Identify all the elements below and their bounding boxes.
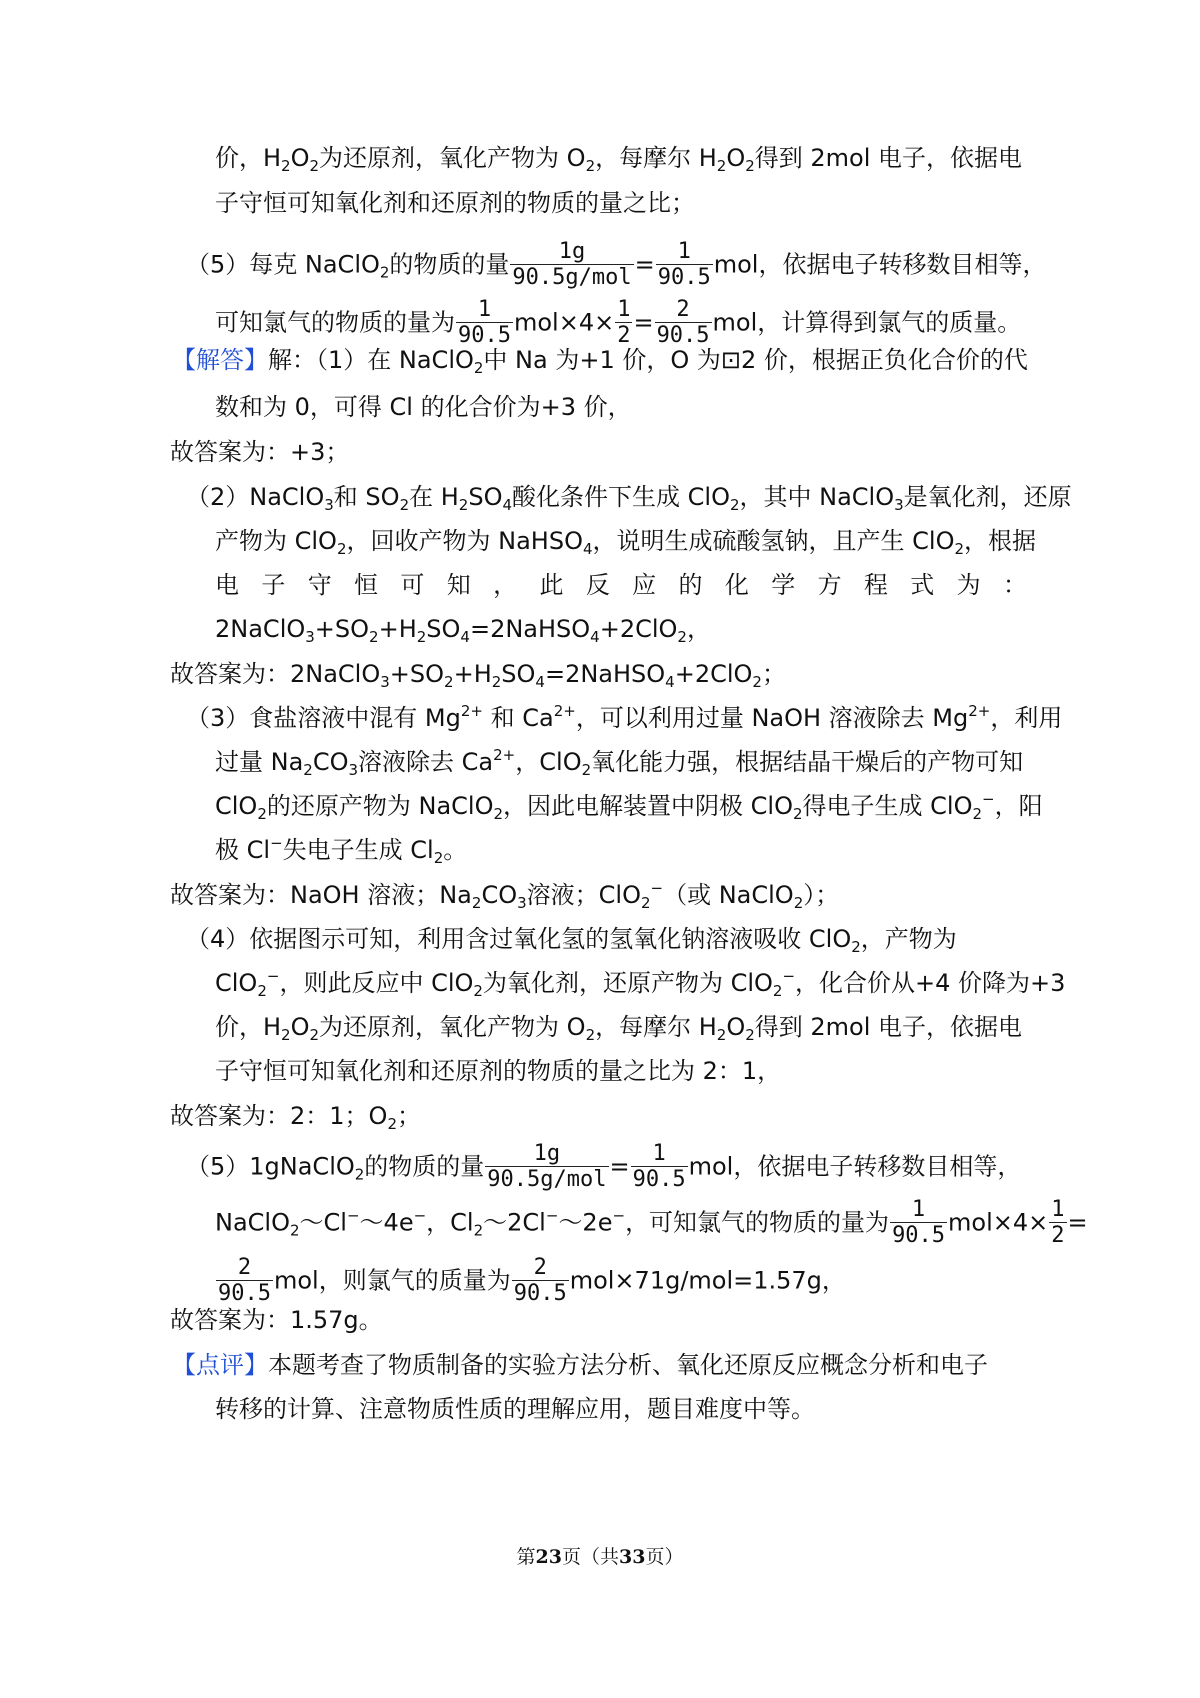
total-page-number: 33 — [619, 1546, 646, 1568]
analysis-line-3: （5）每克 NaClO$_2$的物质的量 $\frac{1g}{\text{90.5g/mol}}$ = $\frac{1}{90.5}$ mol，依据电子转移数目相等， — [186, 239, 1047, 290]
fraction: $\frac{1}{90.5}$ — [632, 1141, 686, 1192]
q3-line-3: ClO$_2$的还原产物为 NaClO$_2$，因此电解装置中阴极 ClO$_2$得电子生成 ClO$_2$−，阳 — [215, 790, 1043, 823]
comment-line-2: 转移的计算、注意物质性质的理解应用，题目难度中等。 — [215, 1395, 815, 1423]
fraction: $\frac{1}{90.5}$ — [657, 239, 711, 290]
answer-line-2: 数和为 0，可得 Cl 的化合价为+3 价， — [215, 393, 632, 421]
q2-line-1: （2）NaClO$_3$和 $SO_2$在 $H_2SO_4$酸化条件下生成 ClO$_2$，其中 NaClO$_3$是氧化剂，还原 — [186, 483, 1072, 514]
q5-line-2: NaClO$_2$～Cl−～4e−，$Cl_2\sim 2Cl^-\sim 2e^-$，可知氯气的物质的量为 $\frac{1}{90.5}$ mol×4× $\frac{1}{2}$ = — [215, 1197, 1088, 1248]
fraction: $\frac{2}{90.5}$ — [513, 1255, 567, 1306]
answer-tag: 【解答】 — [172, 346, 268, 374]
comment-tag: 【点评】 — [172, 1351, 268, 1379]
answer-line-1: 【解答】解：（1）在 NaClO$_2$中 Na 为+1 价，O 为⊡2 价，根据正负化合价的代 — [172, 346, 1028, 377]
answer-1: 故答案为：+3； — [170, 438, 350, 466]
answer-4: 故答案为：2：1；$O_2$； — [170, 1102, 421, 1133]
fraction: $\frac{1}{2}$ — [1051, 1197, 1065, 1248]
analysis-line-4: 可知氯气的物质的量为 $\frac{1}{90.5}$ mol×4× $\frac{1}{2}$ = $\frac{2}{90.5}$ mol，计算得到氯气的质量。 — [215, 297, 1022, 348]
q4-line-1: （4）依据图示可知，利用含过氧化氢的氢氧化钠溶液吸收 ClO$_2$，产物为 — [186, 925, 957, 956]
current-page-number: 23 — [535, 1546, 562, 1568]
q4-line-4: 子守恒可知氧化剂和还原剂的物质的量之比为 2：1， — [215, 1057, 782, 1085]
q2-line-4: $2NaClO_3+SO_2+H_2SO_4=2NaHSO_4+2ClO_2$， — [215, 615, 711, 646]
q4-line-2: ClO$_2$−，则此反应中 ClO$_2$为氧化剂，还原产物为 ClO$_2$−，化合价从+4 价降为+3 — [215, 967, 1066, 1000]
fraction: $\frac{2}{90.5}$ — [218, 1255, 271, 1306]
fraction: $\frac{1}{2}$ — [617, 297, 631, 348]
q3-line-4: 极 Cl−失电子生成 $Cl_2$。 — [215, 834, 468, 867]
q5-line-3: $\frac{2}{90.5}$ mol，则氯气的质量为 $\frac{2}{90.5}$ mol×71g/mol=1.57g， — [218, 1255, 846, 1306]
q2-line-2: 产物为 ClO$_2$，回收产物为 NaHSO$_4$，说明生成硫酸氢钠，且产生 ClO$_2$，根据 — [215, 527, 1037, 558]
q4-line-3: 价，$H_2O_2$为还原剂，氧化产物为 $O_2$，每摩尔 $H_2O_2$得到 2mol 电子，依据电 — [215, 1013, 1023, 1044]
fraction: $\frac{1g}{\text{90.5g/mol}}$ — [487, 1141, 607, 1192]
fraction: $\frac{1}{90.5}$ — [892, 1197, 946, 1248]
fraction: $\frac{1g}{\text{90.5g/mol}}$ — [512, 239, 632, 290]
fraction: $\frac{2}{90.5}$ — [656, 297, 710, 348]
q2-line-3: 电 子 守 恒 可 知 ， 此 反 应 的 化 学 方 程 式 为 ： — [215, 571, 1027, 599]
fraction: $\frac{1}{90.5}$ — [458, 297, 511, 348]
answer-3: 故答案为：NaOH 溶液；$Na_2CO_3$溶液；ClO$_2$−（或 NaClO$_2$）； — [170, 879, 840, 912]
page-footer: 第23页（共33页） — [516, 1546, 684, 1568]
answer-5: 故答案为：1.57g。 — [170, 1306, 383, 1334]
analysis-line-1: 价，$H_2O_2$为还原剂，氧化产物为 $O_2$，每摩尔 $H_2O_2$得到 2mol 电子，依据电 — [215, 144, 1023, 175]
q3-line-2: 过量 $Na_2CO_3$溶液除去 $Ca^{2+}$，ClO$_2$氧化能力强，根据结晶干燥后的产物可知 — [215, 746, 1024, 779]
analysis-line-2: 子守恒可知氧化剂和还原剂的物质的量之比； — [215, 189, 695, 217]
q3-line-1: （3）食盐溶液中混有 $Mg^{2+}$ 和 $Ca^{2+}$，可以利用过量 NaOH 溶液除去 $Mg^{2+}$，利用 — [186, 702, 1063, 732]
q5-line-1: （5）1gNaClO$_2$的物质的量 $\frac{1g}{\text{90.5g/mol}}$ = $\frac{1}{90.5}$ mol，依据电子转移数目相等， — [186, 1141, 1022, 1192]
answer-2: 故答案为：$2NaClO_3+SO_2+H_2SO_4=2NaHSO_4+2ClO_2$； — [170, 660, 786, 691]
comment-line-1: 【点评】本题考查了物质制备的实验方法分析、氧化还原反应概念分析和电子 — [172, 1351, 988, 1379]
